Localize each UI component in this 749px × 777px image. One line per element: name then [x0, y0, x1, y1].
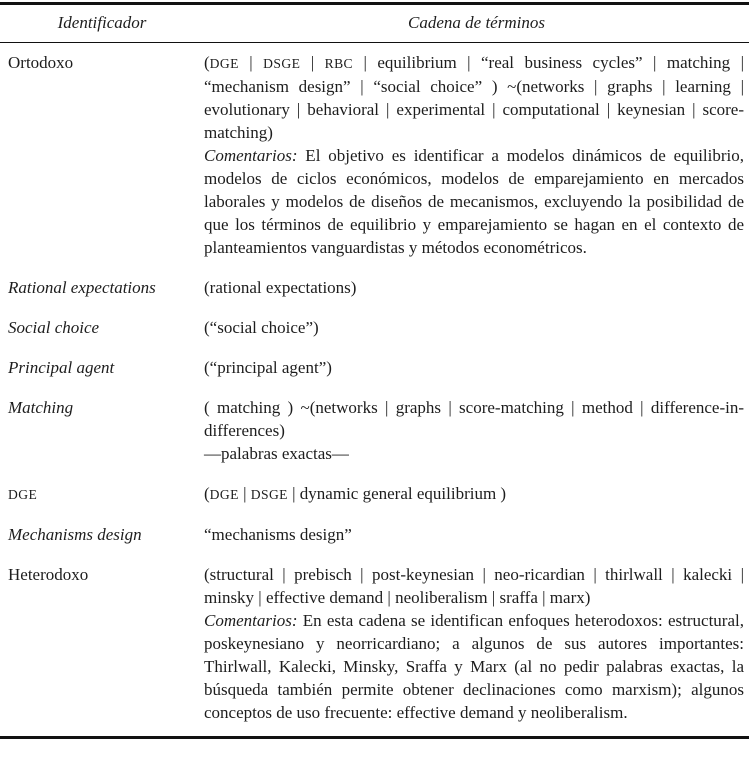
- table-row: [0, 276, 749, 299]
- row-identifier: [0, 482, 204, 506]
- row-terms-cell: [204, 482, 749, 506]
- row-identifier: Rational expectations: [8, 278, 156, 297]
- smallcaps-term: RBC: [324, 56, 354, 71]
- row-identifier: Ortodoxo: [8, 53, 74, 72]
- query-string: (rational expectations): [204, 278, 357, 297]
- table-body: [0, 43, 749, 736]
- table-row: [0, 563, 749, 724]
- smallcaps-term: DGE: [8, 487, 38, 502]
- smallcaps-term: DGE: [209, 487, 239, 502]
- query-string: “mechanisms design”: [204, 525, 352, 544]
- table-row: [0, 523, 749, 546]
- comment-label: Comentarios:: [204, 146, 298, 165]
- row-terms-cell: [204, 316, 749, 339]
- comment-label: Comentarios:: [204, 611, 298, 630]
- row-terms-cell: [204, 523, 749, 546]
- row-terms-cell: [204, 563, 749, 724]
- smallcaps-term: DSGE: [250, 487, 288, 502]
- table-row: [0, 51, 749, 259]
- search-terms-table: [0, 2, 749, 739]
- smallcaps-term: DGE: [209, 56, 239, 71]
- row-identifier: Matching: [8, 398, 74, 417]
- table-row: [0, 482, 749, 506]
- table-row: [0, 316, 749, 339]
- comment-paragraph: Comentarios: El objetivo es identificar a modelos dinámicos de equilibrio, modelos de ciclos económicos, modelos de emparejamiento en mercados laborales y modelos de diseños de mecanismos, excluyendo la posibilidad de que los términos de equilibrio y emparejamiento se hagan en el contexto de planteamientos vanguardistas y métodos econométricos.: [204, 146, 744, 257]
- row-identifier: Mechanisms design: [8, 525, 142, 544]
- header-cadena-de-terminos: Cadena de términos: [408, 13, 545, 32]
- row-terms-cell: [204, 276, 749, 299]
- query-string: ( matching ) ~(networks | graphs | score-matching | method | difference-in-differences): [204, 398, 744, 440]
- query-string: (structural | prebisch | post-keynesian | neo-ricardian | thirlwall | kalecki | minsky | effective demand | neoliberalism | sraffa | marx): [204, 565, 744, 607]
- table-header: [0, 5, 749, 43]
- row-terms-cell: [204, 51, 749, 259]
- row-identifier: Principal agent: [8, 358, 115, 377]
- row-terms-cell: [204, 356, 749, 379]
- row-identifier: Heterodoxo: [8, 565, 89, 584]
- query-string: (“social choice”): [204, 318, 319, 337]
- exact-words-note: —palabras exactas—: [204, 444, 349, 463]
- smallcaps-term: DSGE: [263, 56, 301, 71]
- query-string: (DGE | DSGE | dynamic general equilibrium ): [204, 484, 507, 503]
- row-identifier: Social choice: [8, 318, 100, 337]
- row-terms-cell: [204, 396, 749, 465]
- table-row: [0, 396, 749, 465]
- header-identificador: Identificador: [57, 13, 147, 32]
- table-row: [0, 356, 749, 379]
- query-string: (“principal agent”): [204, 358, 332, 377]
- query-string: (DGE | DSGE | RBC | equilibrium | “real business cycles” | matching | “mechanism design” | “social choice” ) ~(networks | graphs | learning | evolutionary | behavioral | experimental | computational | keynesian | score-matching): [204, 53, 744, 142]
- comment-paragraph: Comentarios: En esta cadena se identifican enfoques heterodoxos: estructural, poskeynesiano y neorricardiano; a algunos de sus autores importantes: Thirlwall, Kalecki, Minsky, Sraffa y Marx (al no pedir palabras exactas, la búsqueda también permite obtener declinaciones como marxism); algunos conceptos de uso frecuente: effective demand y neoliberalism.: [204, 611, 744, 722]
